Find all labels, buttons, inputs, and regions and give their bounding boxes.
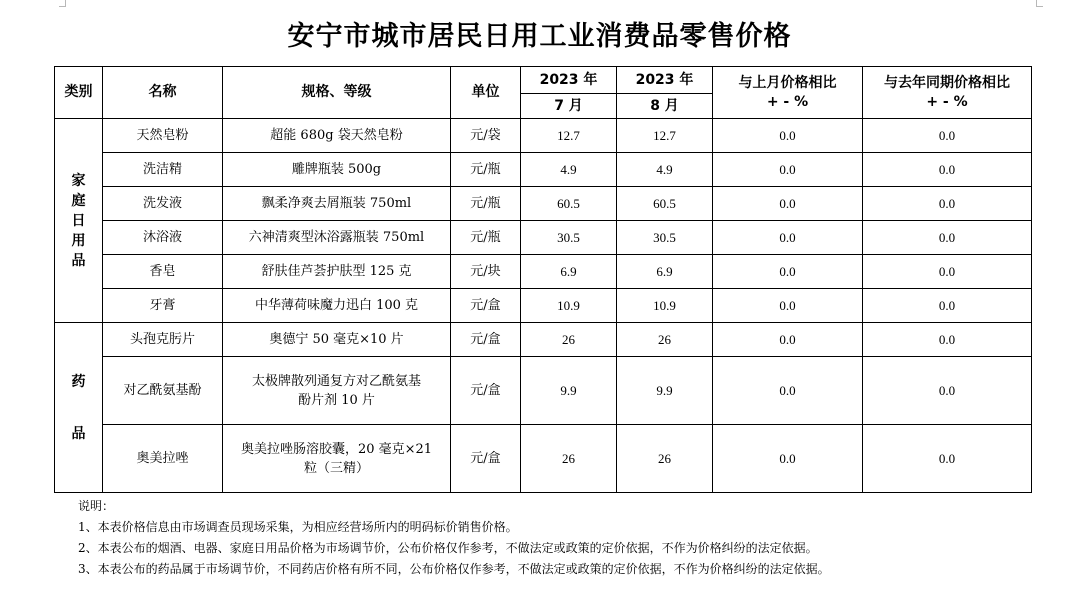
cell-july-price: 4.9 (521, 153, 617, 187)
cell-mom-change: 0.0 (713, 323, 863, 357)
cell-unit: 元/盒 (451, 323, 521, 357)
cell-yoy-change: 0.0 (863, 187, 1032, 221)
cell-august-price: 6.9 (617, 255, 713, 289)
cell-unit: 元/瓶 (451, 153, 521, 187)
cell-august-price: 26 (617, 323, 713, 357)
cell-name: 对乙酰氨基酚 (103, 357, 223, 425)
cell-august-price: 12.7 (617, 119, 713, 153)
cell-name: 香皂 (103, 255, 223, 289)
cell-yoy-change: 0.0 (863, 153, 1032, 187)
cell-name: 牙膏 (103, 289, 223, 323)
cell-yoy-change: 0.0 (863, 119, 1032, 153)
cell-unit: 元/盒 (451, 357, 521, 425)
cell-name: 头孢克肟片 (103, 323, 223, 357)
cell-mom-change: 0.0 (713, 153, 863, 187)
cell-august-price: 60.5 (617, 187, 713, 221)
cell-august-price: 10.9 (617, 289, 713, 323)
category-char: 日 (71, 212, 86, 229)
page-title: 安宁市城市居民日用工业消费品零售价格 (287, 21, 792, 52)
cell-july-price: 26 (521, 425, 617, 493)
category-household (55, 119, 103, 323)
header-mom-line1: 与上月价格相比 (738, 74, 837, 91)
table-row (55, 187, 1032, 221)
cell-mom-change: 0.0 (713, 357, 863, 425)
cell-spec: 中华薄荷味魔力迅白 100 克 (223, 289, 451, 323)
header-yoy (863, 67, 1032, 119)
header-spec: 规格、等级 (223, 67, 451, 119)
cell-mom-change: 0.0 (713, 119, 863, 153)
table-row (55, 357, 1032, 425)
cell-name: 洗洁精 (103, 153, 223, 187)
note-item: 2、本表公布的烟酒、电器、家庭日用品价格为市场调节价，公布价格仅作参考，不做法定或政策的定价依据，不作为价格纠纷的法定依据。 (78, 541, 818, 555)
cell-yoy-change: 0.0 (863, 221, 1032, 255)
notes-heading: 说明： (78, 499, 115, 513)
category-char: 药 (71, 373, 86, 390)
cell-spec: 超能 680g 袋天然皂粉 (223, 119, 451, 153)
cell-july-price: 30.5 (521, 221, 617, 255)
header-unit: 单位 (451, 67, 521, 119)
cell-yoy-change: 0.0 (863, 255, 1032, 289)
cell-unit: 元/瓶 (451, 187, 521, 221)
cell-spec: 舒肤佳芦荟护肤型 125 克 (223, 255, 451, 289)
cell-spec-line1: 奥美拉唑肠溶胶囊，20 毫克×21 (240, 441, 433, 457)
cell-spec-line1: 太极牌散列通复方对乙酰氨基 (251, 373, 421, 389)
cell-name: 天然皂粉 (103, 119, 223, 153)
notes-section (78, 496, 830, 580)
cell-july-price: 12.7 (521, 119, 617, 153)
header-yoy-line1: 与去年同期价格相比 (884, 74, 1010, 91)
header-mom (713, 67, 863, 119)
cell-unit: 元/块 (451, 255, 521, 289)
cell-spec (223, 357, 451, 425)
cell-name: 沐浴液 (103, 221, 223, 255)
cell-mom-change: 0.0 (713, 289, 863, 323)
cell-spec: 六神清爽型沐浴露瓶装 750ml (223, 221, 451, 255)
cell-july-price: 9.9 (521, 357, 617, 425)
table-row (55, 255, 1032, 289)
header-yoy-line2: + - % (926, 93, 968, 110)
category-char: 庭 (71, 192, 86, 209)
table-row (55, 289, 1032, 323)
cell-name: 奥美拉唑 (103, 425, 223, 493)
cell-spec: 奥德宁 50 毫克×10 片 (223, 323, 451, 357)
cell-august-price: 30.5 (617, 221, 713, 255)
header-month-curr: 8 月 (617, 94, 713, 119)
category-spacer (55, 391, 102, 425)
cell-august-price: 9.9 (617, 357, 713, 425)
cell-unit: 元/瓶 (451, 221, 521, 255)
header-name: 名称 (103, 67, 223, 119)
cell-unit: 元/盒 (451, 425, 521, 493)
category-medicine (55, 323, 103, 493)
note-item: 1、本表价格信息由市场调查员现场采集，为相应经营场所内的明码标价销售价格。 (78, 520, 518, 534)
cell-mom-change: 0.0 (713, 221, 863, 255)
cell-july-price: 60.5 (521, 187, 617, 221)
header-category: 类别 (55, 67, 103, 119)
cell-unit: 元/袋 (451, 119, 521, 153)
table-row (55, 425, 1032, 493)
cell-august-price: 26 (617, 425, 713, 493)
cell-yoy-change: 0.0 (863, 323, 1032, 357)
category-char: 品 (71, 425, 86, 442)
cell-unit: 元/盒 (451, 289, 521, 323)
cell-spec: 雕牌瓶装 500g (223, 153, 451, 187)
table-row (55, 119, 1032, 153)
cell-name: 洗发液 (103, 187, 223, 221)
crop-mark-right (1036, 0, 1043, 7)
cell-yoy-change: 0.0 (863, 357, 1032, 425)
cell-mom-change: 0.0 (713, 187, 863, 221)
cell-mom-change: 0.0 (713, 425, 863, 493)
cell-july-price: 26 (521, 323, 617, 357)
category-char: 家 (71, 172, 86, 189)
table-row (55, 221, 1032, 255)
category-char: 用 (71, 232, 86, 249)
cell-mom-change: 0.0 (713, 255, 863, 289)
cell-spec: 飘柔净爽去屑瓶装 750ml (223, 187, 451, 221)
cell-august-price: 4.9 (617, 153, 713, 187)
note-item: 3、本表公布的药品属于市场调节价，不同药店价格有所不同，公布价格仅作参考，不做法定或政策的定价依据，不作为价格纠纷的法定依据。 (78, 562, 830, 576)
header-year-prev: 2023 年 (521, 67, 617, 94)
category-char: 品 (71, 252, 86, 269)
crop-mark-left (59, 0, 66, 7)
cell-july-price: 10.9 (521, 289, 617, 323)
table-row (55, 323, 1032, 357)
table-row (55, 153, 1032, 187)
cell-yoy-change: 0.0 (863, 289, 1032, 323)
cell-spec (223, 425, 451, 493)
header-year-curr: 2023 年 (617, 67, 713, 94)
price-table (54, 66, 1032, 493)
cell-yoy-change: 0.0 (863, 425, 1032, 493)
header-mom-line2: + - % (766, 93, 809, 110)
cell-july-price: 6.9 (521, 255, 617, 289)
header-month-prev: 7 月 (521, 94, 617, 119)
cell-spec-line2: 酚片剂 10 片 (298, 392, 375, 408)
cell-spec-line2: 粒（三精） (303, 460, 369, 476)
